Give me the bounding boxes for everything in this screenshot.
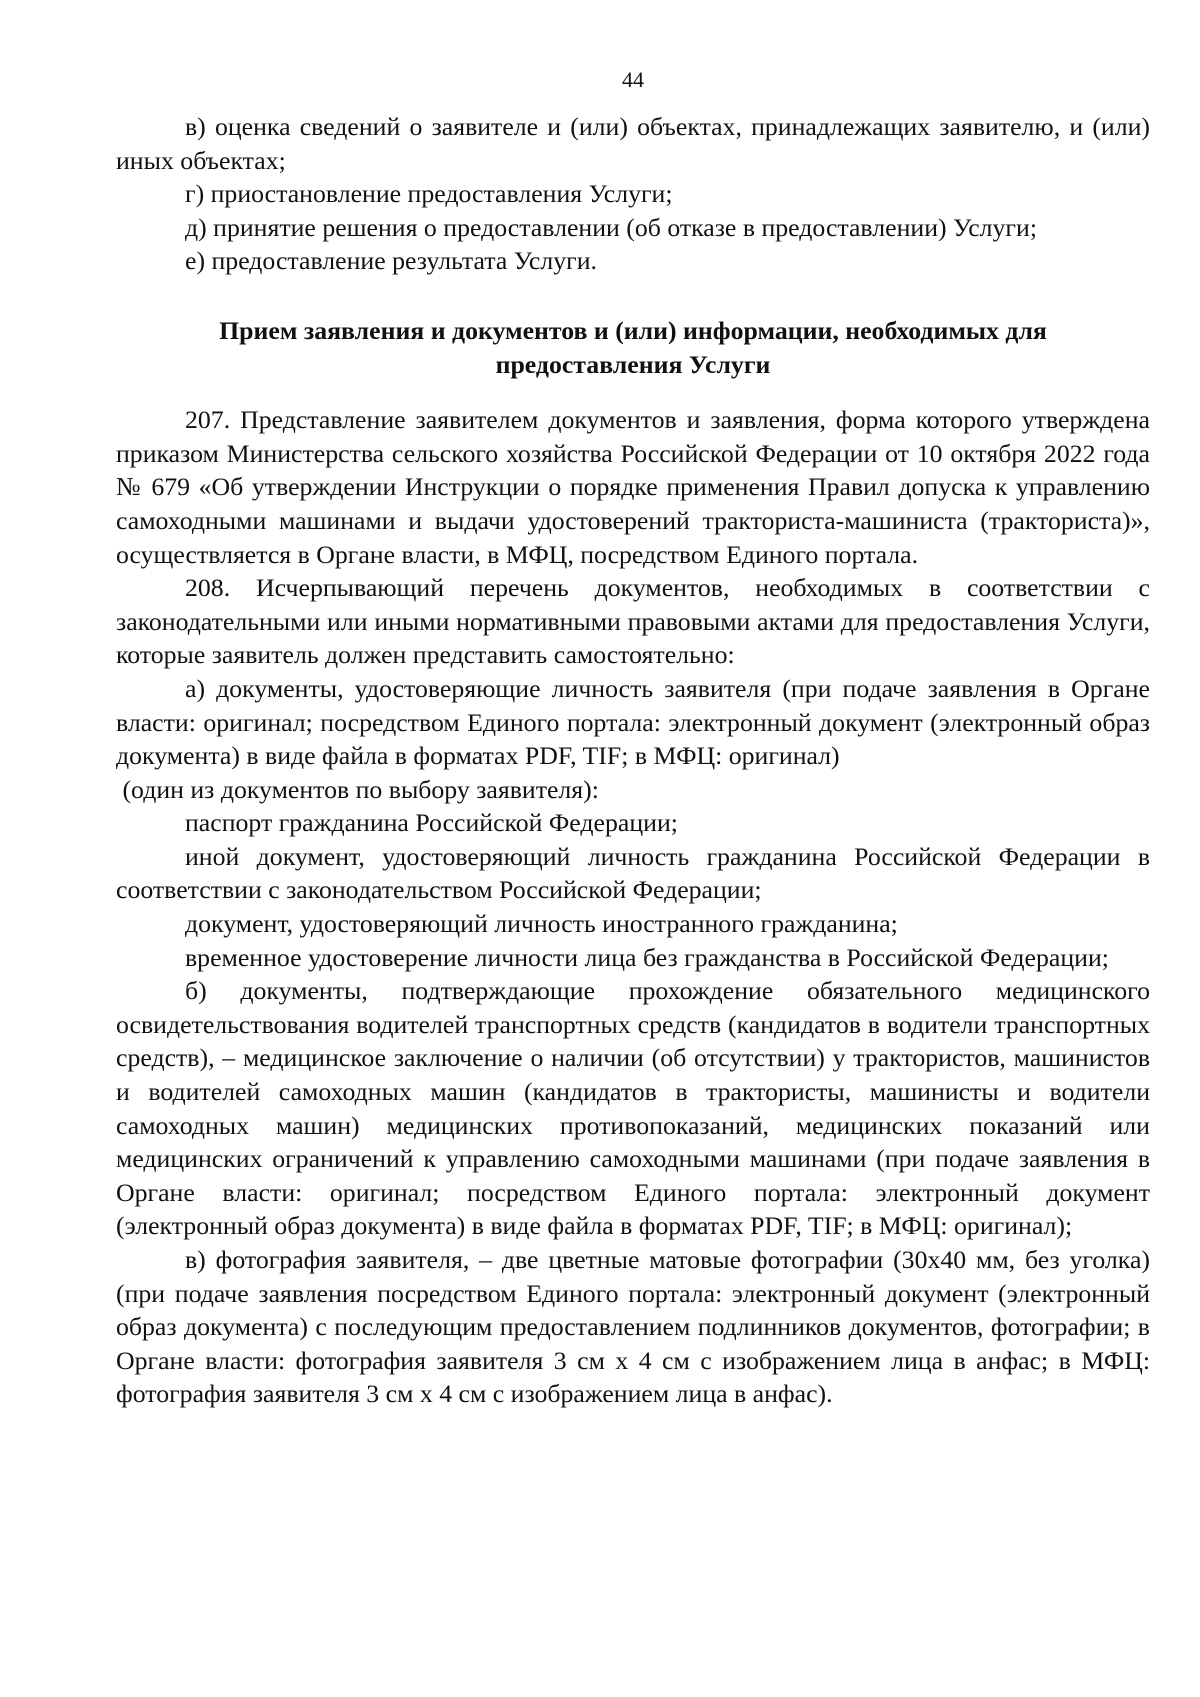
doc-other-id: иной документ, удостоверяющий личность гражданина Российской Федерации в соответствии с законодательством Российской Федерации; [116,841,1150,905]
intro-item-d: д) принятие решения о предоставлении (об отказе в предоставлении) Услуги; [185,212,1037,242]
paragraph-207: 207. Представление заявителем документов и заявления, форма которого утверждена приказом Министерства сельского хозяйства Российской Федерации от 10 октября 2022 года № 679 «Об утверждении Инструкции о порядке применения Правил допуска к управлению самоходными машинами и выдачи удостоверений тракториста-машиниста (тракториста)», осуществляется в Органе власти, в МФЦ, посредством Единого портала. [116,405,1150,569]
section-heading [116,314,1150,381]
intro-item-e: е) предоставление результата Услуги. [185,246,597,276]
item-a: а) документы, удостоверяющие личность заявителя (при подаче заявления в Органе власти: оригинал; посредством Единого портала: электронный документ (электронный образ документа) в виде файла в форматах PDF, TIF; в МФЦ: оригинал) [116,673,1150,771]
section-heading-line-1: Прием заявления и документов и (или) информации, необходимых для [219,315,1047,345]
intro-item-g: г) приостановление предоставления Услуги; [185,179,673,209]
intro-item-v: в) оценка сведений о заявителе и (или) объектах, принадлежащих заявителю, и (или) иных объектах; [116,112,1150,175]
item-v-photo: в) фотография заявителя, – две цветные матовые фотографии (30x40 мм, без уголка) (при подаче заявления посредством Единого портала: электронный документ (электронный образ документа) с последующим предоставлением подлинников документов, фотографии; в Органе власти: фотография заявителя 3 см x 4 см с изображением лица в анфас; в МФЦ: фотография заявителя 3 см x 4 см с изображением лица в анфас). [116,1245,1150,1409]
paragraph-208: 208. Исчерпывающий перечень документов, необходимых в соответствии с законодательными или иными нормативными правовыми актами для предоставления Услуги, которые заявитель должен представить самостоятельно: [116,573,1150,670]
intro-list [116,110,1150,278]
doc-foreign-id: документ, удостоверяющий личность иностранного гражданина; [185,909,898,939]
doc-temporary-id: временное удостоверение личности лица без гражданства в Российской Федерации; [185,942,1109,972]
section-heading-line-2: предоставления Услуги [495,349,771,379]
document-page [116,66,1150,1411]
doc-passport: паспорт гражданина Российской Федерации; [185,808,678,838]
item-b: б) документы, подтверждающие прохождение обязательного медицинского освидетельствования водителей транспортных средств (кандидатов в водители транспортных средств), – медицинское заключение о наличии (об отсутствии) у трактористов, машинистов и водителей самоходных машин (кандидатов в трактористы, машинисты и водители самоходных машин) медицинских противопоказаний, медицинских показаний или медицинских ограничений к управлению самоходными машинами (при подаче заявления в Органе власти: оригинал; посредством Единого портала: электронный документ (электронный образ документа) в виде файла в форматах PDF, TIF; в МФЦ: оригинал); [116,976,1150,1241]
item-a-continuation: (один из документов по выбору заявителя): [116,774,599,804]
section-body [116,403,1150,1411]
page-number: 44 [622,67,644,92]
